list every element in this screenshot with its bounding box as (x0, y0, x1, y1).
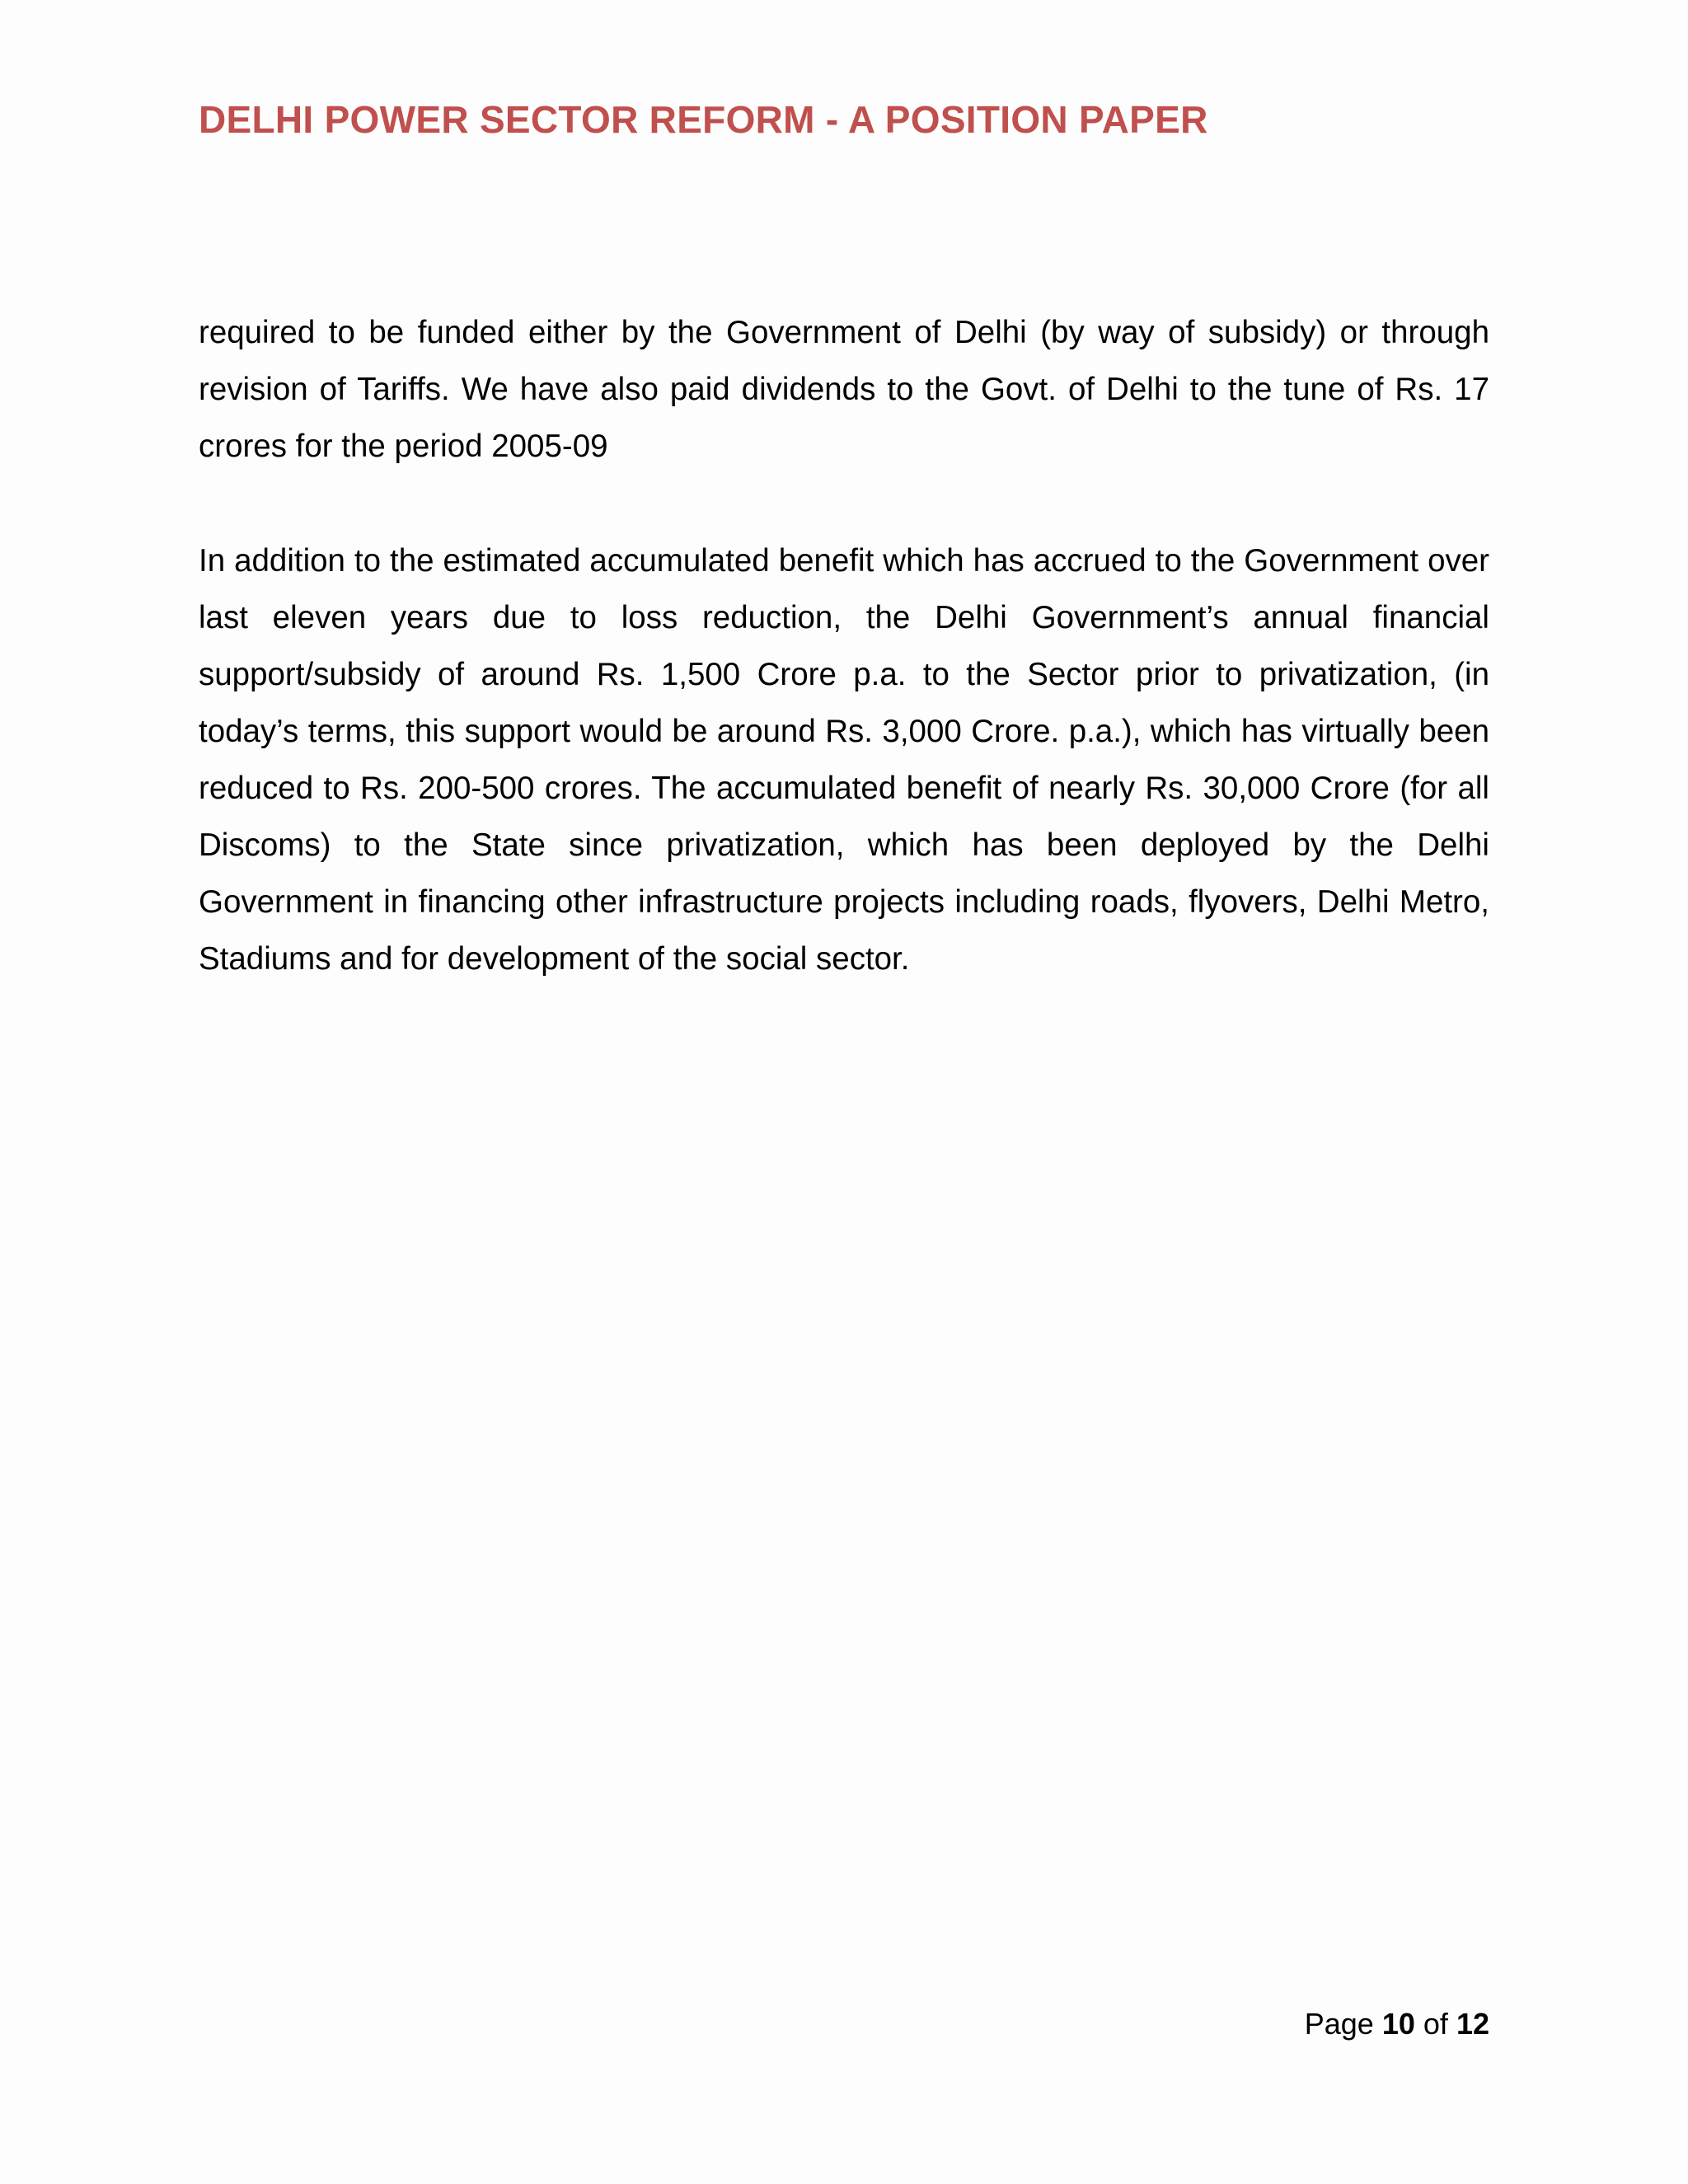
page-number-footer (1305, 2007, 1489, 2041)
body-paragraph-2: In addition to the estimated accumulated benefit which has accrued to the Government over last eleven years due to loss reduction, the Delhi Government’s annual financial support/subsidy of around Rs. 1,500 Crore p.a. to the Sector prior to privatization, (in today’s terms, this support would be around Rs. 3,000 Crore. p.a.), which has virtually been reduced to Rs. 200-500 crores. The accumulated benefit of nearly Rs. 30,000 Crore (for all Discoms) to the State since privatization, which has been deployed by the Delhi Government in financing other infrastructure projects including roads, flyovers, Delhi Metro, Stadiums and for development of the social sector. (199, 543, 1489, 977)
page-label: Page (1304, 2007, 1374, 2041)
body-paragraph-1: required to be funded either by the Government of Delhi (by way of subsidy) or through revision of Tariffs. We have also paid dividends to the Govt. of Delhi to the tune of Rs. 17 crores for the period 2005-09 (199, 315, 1489, 464)
current-page-number: 10 (1381, 2007, 1415, 2041)
total-page-count: 12 (1456, 2007, 1489, 2041)
document-header-title: DELHI POWER SECTOR REFORM - A POSITION PAPER (199, 98, 1208, 141)
of-label: of (1423, 2007, 1448, 2041)
